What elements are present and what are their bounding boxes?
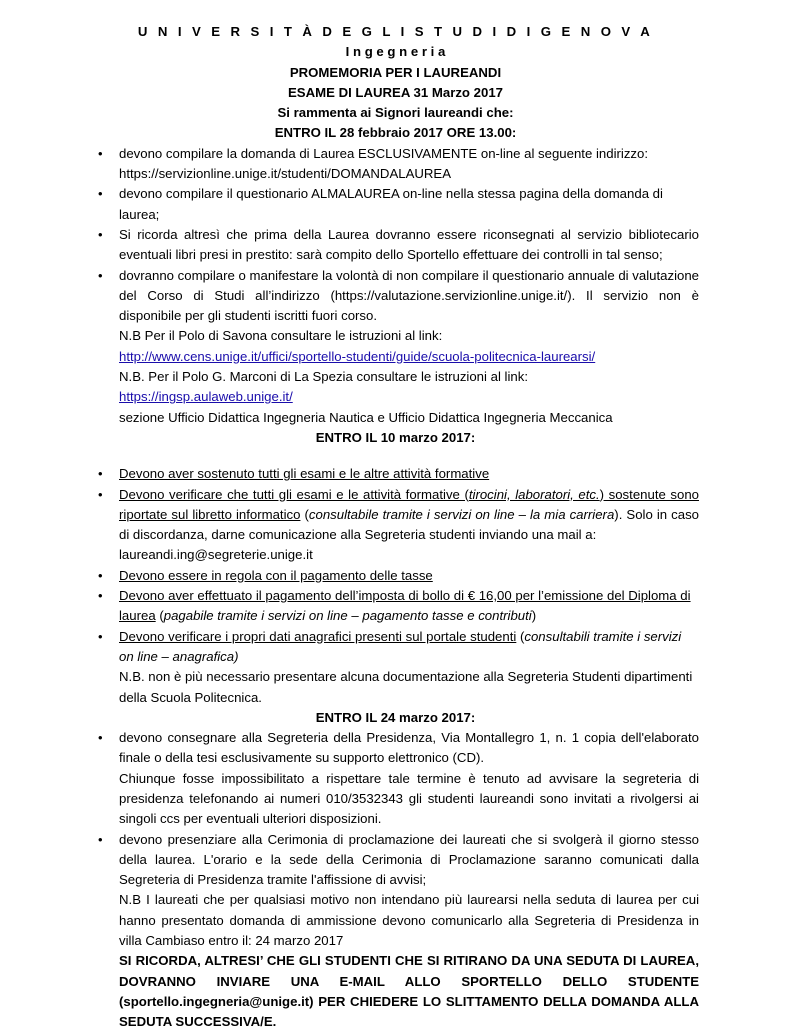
list-item (92, 586, 699, 627)
item-text: dovranno compilare o manifestare la volontà di non compilare il questionario annuale di valutazione del Corso di Studi all’indirizzo (https://valutazione.servizionline.unige.it/). Il servizio non è disponibile per gli studenti iscritti fuori corso. (119, 267, 699, 324)
deadline-heading-mar10: ENTRO IL 10 marzo 2017: (315, 429, 476, 445)
list-item (92, 728, 699, 829)
item-text: devono compilare il questionario ALMALAUREA on-line nella stessa pagina della domanda di laurea; (119, 186, 663, 222)
bullet-icon: • (98, 730, 103, 746)
item-text: ( (300, 506, 309, 522)
list-item (92, 627, 699, 708)
list-item (92, 266, 699, 428)
item-text: ) sostenute sono riportate sul libretto informatico (119, 486, 699, 522)
item-text: devono compilare la domanda di Laurea ESCLUSIVAMENTE on-line al seguente indirizzo: (119, 145, 649, 161)
bullet-icon: • (98, 466, 103, 482)
bullet-icon: • (98, 567, 103, 583)
list-item (92, 566, 699, 586)
bullet-icon: • (98, 267, 103, 283)
bullet-icon: • (98, 145, 103, 161)
item-text: Devono verificare che tutti gli esami e le attività formative ( (119, 486, 469, 502)
note-spezia: N.B. Per il Polo G. Marconi di La Spezia consultare le istruzioni al link: (119, 369, 528, 385)
domanda-laurea-url: https://servizionline.unige.it/studenti/DOMANDALAUREA (119, 166, 452, 182)
item-text: Devono aver effettuato il pagamento dell’imposta di bollo di € 16,00 per l’emissione del Diploma di laurea (119, 588, 691, 624)
bullet-icon: • (98, 588, 103, 604)
note-ritiro: N.B I laureati che per qualsiasi motivo non intendano più laurearsi nella seduta di laurea per cui hanno presentato domanda di ammissione devono comunicarlo alla Segreteria di Presidenza in villa Cambiaso entro il: 24 marzo 2017 (119, 892, 699, 949)
document-header (92, 22, 699, 144)
deadline-heading-feb: ENTRO IL 28 febbraio 2017 ORE 13.00: (274, 125, 517, 141)
bullet-icon: • (98, 831, 103, 847)
list-item (92, 225, 699, 266)
document-title: PROMEMORIA PER I LAUREANDI (289, 64, 502, 80)
item-text: ( (155, 608, 164, 624)
item-text: pagabile tramite i servizi on line – pagamento tasse e contributi (163, 608, 532, 624)
note-impossibilitato: Chiunque fosse impossibilitato a rispettare tale termine è tenuto ad avvisare la segreteria di presidenza telefonando ai numeri 010/3532343 gli studenti laureandi sono invitati a rivolgersi ai singoli ccs per eventuali ulteriori disposizioni. (119, 770, 699, 827)
section-mar24-list (92, 728, 699, 951)
list-item (92, 184, 699, 225)
list-item (92, 485, 699, 566)
bullet-icon: • (98, 628, 103, 644)
list-item (92, 830, 699, 952)
list-item (92, 464, 699, 484)
item-text: Devono verificare i propri dati anagrafici presenti sul portale studenti (119, 628, 517, 644)
item-text: Si ricorda altresì che prima della Laurea dovranno essere riconsegnati al servizio bibliotecario eventuali libri presi in prestito: sarà compito dello Sportello effettuare dei controlli in tal senso; (119, 226, 699, 263)
link-spezia[interactable]: https://ingsp.aulaweb.unige.it/ (119, 389, 293, 405)
note-savona: N.B Per il Polo di Savona consultare le istruzioni al link: (119, 328, 443, 344)
item-text: Devono essere in regola con il pagamento delle tasse (119, 567, 433, 583)
deadline-heading-mar24: ENTRO IL 24 marzo 2017: (315, 709, 476, 725)
bullet-icon: • (98, 186, 103, 202)
item-text: consultabili tramite i servizi on line – anagrafica) (119, 628, 682, 664)
item-text: devono consegnare alla Segreteria della Presidenza, Via Montallegro 1, n. 1 copia dell'elaborato finale o della tesi esclusivamente su supporto elettronico (CD). (119, 730, 699, 766)
final-notice: SI RICORDA, ALTRESI’ CHE GLI STUDENTI CHE SI RITIRANO DA UNA SEDUTA DI LAUREA, DOVRANNO INVIARE UNA E-MAIL ALLO SPORTELLO DELLO STUDENTE (sportello.ingegneria@unige.it) PER CHIEDERE LO SLITTAMENTO DELLA DOMANDA ALLA SEDUTA SUCCESSIVA/E. (119, 953, 699, 1030)
section-feb-list (92, 144, 699, 428)
reminder-line: Si rammenta ai Signori laureandi che: (277, 105, 514, 121)
exam-date: ESAME DI LAUREA 31 Marzo 2017 (288, 84, 503, 100)
note-section: sezione Ufficio Didattica Ingegneria Nautica e Ufficio Didattica Ingegneria Meccanica (119, 409, 613, 425)
bullet-icon: • (98, 226, 103, 242)
item-text: devono presenziare alla Cerimonia di proclamazione dei laureati che si svolgerà il giorno stesso della laurea. L'orario e la sede della Cerimonia di Proclamazione saranno comunicati dalla Segreteria di Presidenza tramite l'affissione di avvisi; (119, 831, 699, 888)
list-item (92, 144, 699, 185)
contact-email: laureandi.ing@segreterie.unige.it (119, 547, 313, 563)
section-mar10-list (92, 464, 699, 708)
bullet-icon: • (98, 486, 103, 502)
item-text: ( (516, 628, 525, 644)
faculty-name: I n g e g n e r i a (345, 44, 446, 60)
item-text: ). Solo in caso di discordanza, darne comunicazione alla Segreteria studenti inviando una mail a: (119, 506, 700, 543)
link-savona[interactable]: http://www.cens.unige.it/uffici/sportello-studenti/guide/scuola-politecnica-laurearsi/ (119, 348, 596, 364)
item-text: Devono aver sostenuto tutti gli esami e le altre attività formative (119, 466, 490, 482)
item-text: tirocini, laboratori, etc. (468, 486, 600, 502)
item-text: ) (531, 608, 537, 624)
university-name: U N I V E R S I T À D E G L I S T U D I D I G E N O V A (137, 24, 654, 39)
item-text: consultabile tramite i servizi on line – la mia carriera (308, 506, 615, 522)
note-documentation: N.B. non è più necessario presentare alcuna documentazione alla Segreteria Studenti dipartimenti della Scuola Politecnica. (119, 669, 693, 705)
